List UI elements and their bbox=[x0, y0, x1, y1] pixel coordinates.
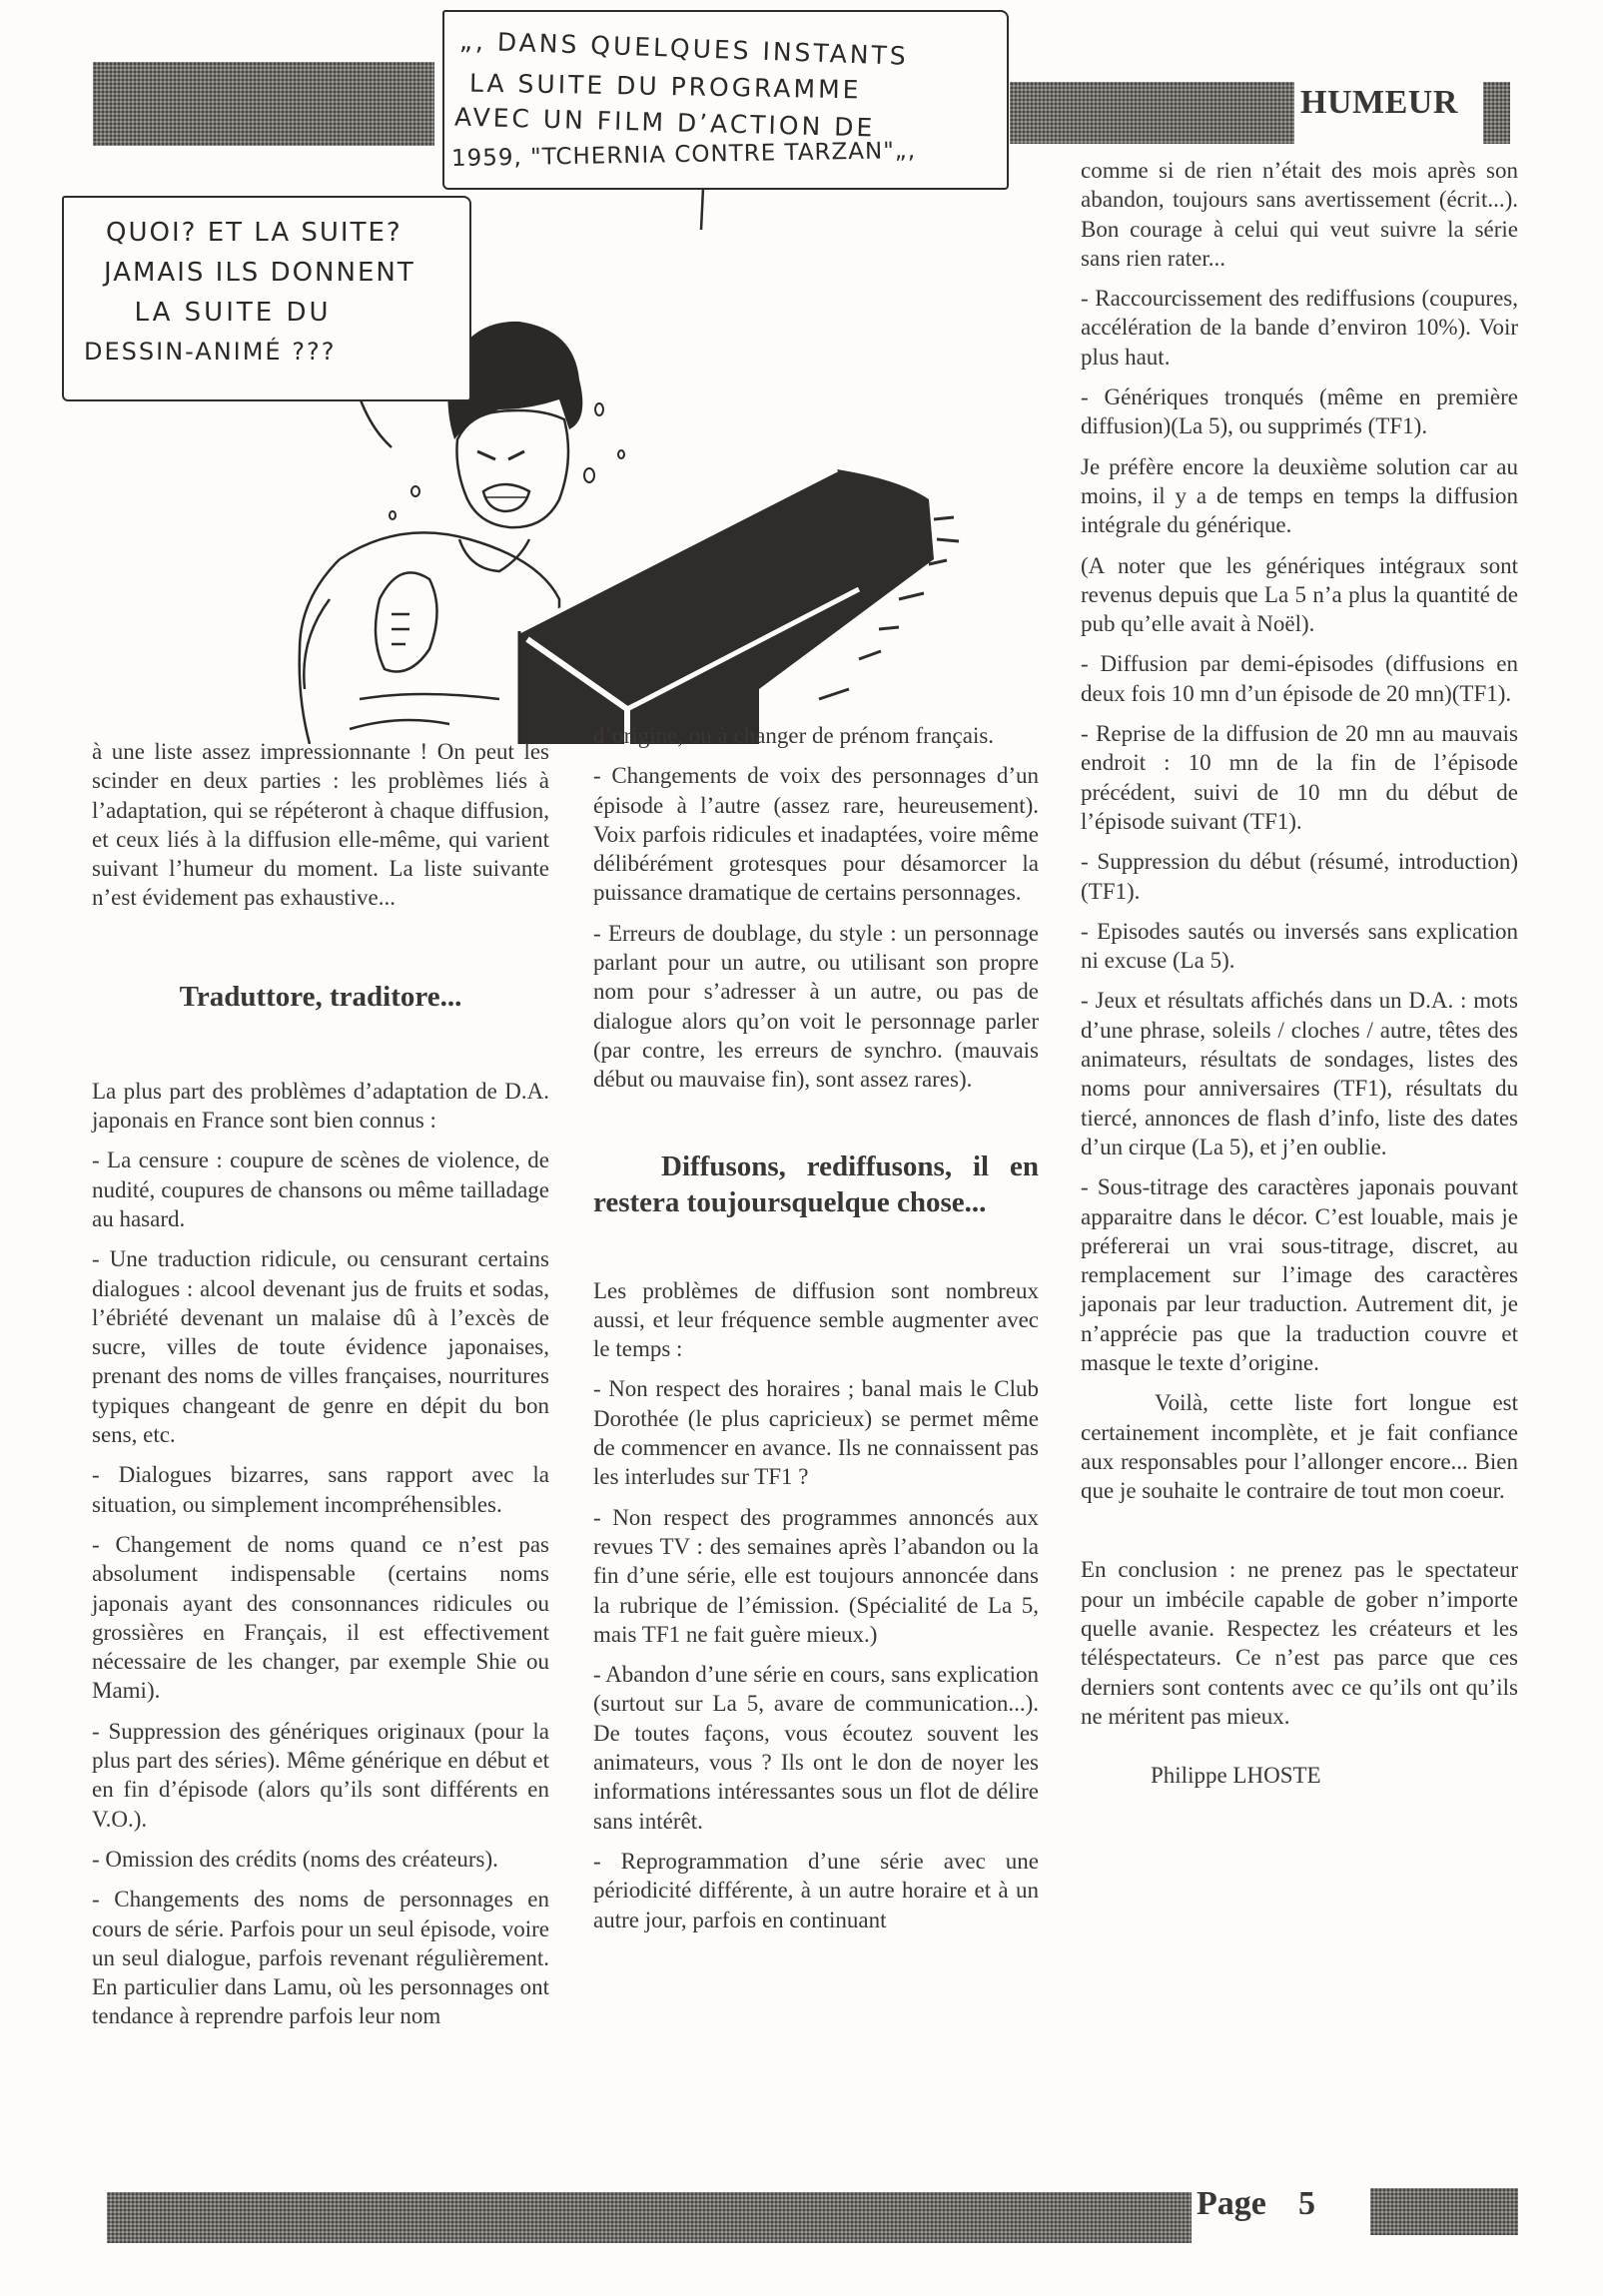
cartoon-illustration bbox=[0, 0, 1059, 744]
left-item: - Suppression des génériques originaux (pour la plus part des séries). Même générique en début et en fin d’épisode (alors qu’ils sont différents en V.O.). bbox=[92, 1718, 549, 1832]
right-item: Je préfère encore la deuxième solution car au moins, il y a de temps en temps la diffusion intégrale du générique. bbox=[1081, 453, 1518, 538]
left-column bbox=[92, 737, 549, 2042]
left-item: - Changements des noms de personnages en cours de série. Parfois pour un seul épisode, voire un seul dialogue, parfois revenant régulièrement. En particulier dans Lamu, où les personnages ont tendance à reprendre parfois leur nom bbox=[92, 1887, 549, 2029]
right-item: comme si de rien n’était des mois après son abandon, toujours sans avertissement (écrit...). Bon courage à celui qui veut suivre la série sans rien rater... bbox=[1081, 158, 1518, 271]
middle-item: - Erreurs de doublage, du style : un personnage parlant pour un autre, ou utilisant son propre nom pour s’adresser à un autre, ou pas de dialogue alors qu’on voit le personnage parler (par contre, les erreurs de synchro. (mauvais début ou mauvaise fin), sont assez rares). bbox=[593, 920, 1039, 1093]
viewer-bubble-line-1: QUOI? ET LA SUITE? bbox=[106, 218, 402, 248]
right-item: - Reprise de la diffusion de 20 mn au mauvais endroit : 10 mn de la fin de l’épisode précédent, suivi de 10 mn du début de l’épisode suivant (TF1). bbox=[1081, 721, 1518, 834]
left-intro: à une liste assez impressionnante ! On peut les scinder en deux parties : les problèmes liés à l’adaptation, qui se répéteront à chaque diffusion, et ceux liés à la diffusion elle-même, qui varient suivant l’humeur du moment. La liste suivante n’est évidement pas exhaustive... bbox=[92, 739, 549, 911]
right-item: - Diffusion par demi-épisodes (diffusions en deux fois 10 mn d’un épisode de 20 mn)(TF1). bbox=[1081, 651, 1518, 706]
conclusion-paragraph: En conclusion : ne prenez pas le spectateur pour un imbécile capable de gober n’importe quelle avanie. Respectez les créateurs et les téléspectateurs. Ce n’est pas parce que ces derniers sont contents avec ce qu’ils ont qu’ils ne méritent pas mieux. bbox=[1081, 1557, 1518, 1729]
right-item: - Episodes sautés ou inversés sans explication ni excuse (La 5). bbox=[1081, 918, 1518, 974]
tv-bubble-line-4: 1959, "TCHERNIA CONTRE TARZAN"„, bbox=[450, 137, 917, 173]
left-item: - Une traduction ridicule, ou censurant certains dialogues : alcool devenant jus de fruits et sodas, l’ébriété devenant un malaise dû à l’excès de sucre, villes de toute évidence japonaises, prenant des noms de villes françaises, nourritures typiques changeant de genre en dépit du bon sens, etc. bbox=[92, 1246, 549, 1448]
tv-bubble-line-3: AVEC UN FILM D’ACTION DE bbox=[453, 102, 876, 143]
right-item: - Génériques tronqués (même en première diffusion)(La 5), ou supprimés (TF1). bbox=[1081, 384, 1518, 439]
viewer-bubble-line-3: LA SUITE DU bbox=[112, 298, 332, 328]
page-number: 5 bbox=[1298, 2185, 1315, 2222]
right-item: - Suppression du début (résumé, introduction)(TF1). bbox=[1081, 849, 1518, 904]
right-item: (A noter que les génériques intégraux sont revenus depuis que La 5 n’a plus la quantité de pub qu’elle avait à Noël). bbox=[1081, 552, 1518, 637]
author-signature: Philippe LHOSTE bbox=[1151, 1763, 1321, 1789]
middle-item: - Changements de voix des personnages d’un épisode à l’autre (assez rare, heureusement). Voix parfois ridicules et inadaptées, voire même délibérément grotesques pour désamorcer la puissance dramatique de certains personnages. bbox=[593, 763, 1039, 906]
page-label: Page bbox=[1197, 2185, 1266, 2222]
middle-item: d’origine, ou à changer de prénom français. bbox=[593, 723, 995, 748]
viewer-bubble-line-4: DESSIN-ANIMÉ ??? bbox=[84, 338, 337, 366]
left-item: - Omission des crédits (noms des créateurs). bbox=[92, 1846, 498, 1872]
viewer-bubble-tail bbox=[360, 397, 392, 447]
header-end-block bbox=[1483, 82, 1510, 144]
viewer-bubble-line-2: JAMAIS ILS DONNENT bbox=[104, 258, 415, 288]
middle-item: - Abandon d’une série en cours, sans explication (surtout sur La 5, avare de communication...). De toutes façons, vous écoutez souvent les animateurs, vous ? Ils ont le don de noyer les informations intéressantes sous un flot de délire sans intérêt. bbox=[593, 1662, 1039, 1834]
right-column bbox=[1081, 156, 1518, 1802]
section-title: HUMEUR bbox=[1300, 84, 1458, 121]
middle-lead: Les problèmes de diffusion sont nombreux aussi, et leur fréquence semble augmenter avec le temps : bbox=[593, 1277, 1039, 1362]
tv-bubble-line-1: „, DANS QUELQUES INSTANTS bbox=[458, 26, 910, 71]
right-item: - Raccourcissement des rediffusions (coupures, accélération de la bande d’environ 10%). Voir plus haut. bbox=[1081, 286, 1518, 370]
section-heading-broadcast: Diffusons, rediffusons, il en restera toujoursquelque chose... bbox=[593, 1149, 1039, 1218]
footer-bar-left bbox=[107, 2192, 1192, 2243]
tv-bubble-tail bbox=[701, 188, 703, 230]
right-item: - Sous-titrage des caractères japonais pouvant apparaitre dans le décor. C’est louable, mais je préfererai un vrai sous-titrage, discret, au remplacement sur l’image des caractères japonais par leur traduction. Autrement dit, je n’apprécie pas que la traduction couvre et masque le texte d’origine. bbox=[1081, 1174, 1518, 1375]
left-item: - La censure : coupure de scènes de violence, de nudité, coupures de chansons ou même tailladage au hasard. bbox=[92, 1148, 549, 1231]
middle-item: - Reprogrammation d’une série avec une périodicité différente, à un autre horaire et à un autre jour, parfois en continuant bbox=[593, 1848, 1039, 1932]
footer-bar-right bbox=[1370, 2188, 1518, 2235]
left-item: - Dialogues bizarres, sans rapport avec la situation, ou simplement incompréhensibles. bbox=[92, 1462, 549, 1517]
tv-set-icon bbox=[519, 469, 959, 744]
closing-paragraph: Voilà, cette liste fort longue est certainement incomplète, et je fait confiance aux responsables pour l’allonger encore... Bien que je souhaite le contraire de tout mon coeur. bbox=[1081, 1390, 1518, 1504]
middle-item: - Non respect des programmes annoncés aux revues TV : des semaines après l’abandon ou la fin d’une série, elle est toujours annoncée dans la rubrique de l’émission. (Spécialité de La 5, mais TF1 ne fait guère mieux.) bbox=[593, 1504, 1039, 1647]
right-item: - Jeux et résultats affichés dans un D.A. : mots d’une phrase, soleils / cloches / autre, têtes des animateurs, résultats de sondages, listes des noms pour anniversaires (TF1), résultats du tiercé, annonces de flash d’info, liste des dates d’un cirque (La 5), et j’en oublie. bbox=[1081, 988, 1518, 1159]
middle-item: - Non respect des horaires ; banal mais le Club Dorothée (le plus capricieux) se permet même de commencer en avance. Ils ne connaissent pas les interludes sur TF1 ? bbox=[593, 1376, 1039, 1490]
left-item: - Changement de noms quand ce n’est pas absolument indispensable (certains noms japonais ayant des consonnances ridicules ou grossières en Français, il est effectivement nécessaire de les changer, par exemple Shie ou Mami). bbox=[92, 1531, 549, 1704]
section-heading-adaptation: Traduttore, traditore... bbox=[179, 980, 462, 1013]
left-lead: La plus part des problèmes d’adaptation de D.A. japonais en France sont bien connus : bbox=[92, 1078, 549, 1134]
middle-column bbox=[593, 721, 1039, 1945]
tv-bubble-line-2: LA SUITE DU PROGRAMME bbox=[468, 68, 862, 105]
